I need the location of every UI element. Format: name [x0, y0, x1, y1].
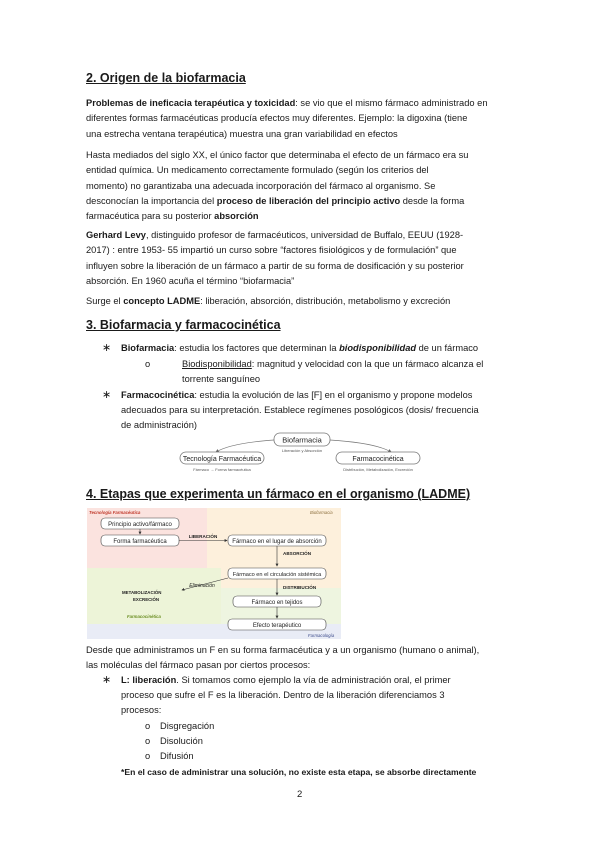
text-line: entidad química. Un medicamento correctamente formulado (según los criterios del [86, 165, 429, 176]
sub-bullet-biodisponibilidad [182, 357, 483, 372]
text: desde la forma [400, 195, 465, 206]
text: farmacéutica para su posterior [86, 211, 215, 222]
text: : estudia la evolución de las [F] en el organismo y propone modelos [194, 390, 473, 400]
sub-item-disgregacion: Disgregación [160, 721, 215, 731]
text-line: una estrecha ventana terapéutica) muestra una gran variabilidad en efectos [86, 128, 398, 139]
text-line: adecuados para su interpretación. Establece regímenes posológicos (dosis/ frecuencia [121, 405, 479, 415]
circle-bullet-icon: o [145, 721, 151, 731]
text-line: momento) no garantizaba una adecuada incorporación del fármaco al organismo. Se [86, 180, 436, 191]
text-line: Desde que administramos un F en su forma farmacéutica y a un organismo (humano o animal), [86, 645, 480, 655]
principio-activo-label: Principio activo/fármaco [108, 521, 172, 528]
liberacion-label: LIBERACIÓN [188, 534, 218, 539]
text-line: de administración) [121, 420, 197, 430]
text-line: procesos: [121, 705, 162, 715]
bold-term: Problemas de ineficacia terapéutica y toxicidad [86, 98, 296, 108]
bold-term: concepto LADME [123, 296, 201, 306]
bullet-liberacion [121, 673, 451, 688]
paragraph-procesos [86, 643, 526, 674]
paragraph-ladme [86, 294, 516, 309]
section-3-heading: 3. Biofarmacia y farmacocinética [86, 318, 281, 332]
text-line: proceso que sufre el F es la liberación. Dentro de la liberación diferenciamos 3 [121, 690, 445, 700]
paragraph-gerhard-levy [86, 228, 516, 289]
text: : liberación, absorción, distribución, metabolismo y excreción [200, 296, 451, 306]
bold-term: proceso de liberación del principio activo [216, 195, 401, 206]
right-connector [330, 440, 391, 452]
tecnologia-sub: Fármaco → Forma farmacéutica [193, 467, 251, 472]
absorcion-label: ABSORCIÓN [283, 551, 312, 556]
star-bullet-icon: ∗ [102, 389, 112, 401]
star-bullet-icon: ∗ [102, 342, 112, 354]
eliminacion-label: Eliminación [189, 583, 215, 589]
farmacocinetica-sub: Distribución, Metabolización, Excreción [343, 467, 413, 472]
farmacocinetica-label: Farmacocinética [352, 456, 404, 463]
text-line: las moléculas del fármaco pasan por ciertos procesos: [86, 660, 311, 671]
note-solucion: *En el caso de administrar una solución, no existe esta etapa, se absorbe directamente [121, 767, 477, 777]
tag-tecnologia: Tecnología Farmacéutica [89, 510, 141, 515]
text: : magnitud y velocidad con la que un fármaco alcanza el [251, 359, 484, 369]
section-2-heading: 2. Origen de la biofarmacia [86, 71, 246, 85]
text-line: diferentes formas farmacéuticas producía efectos muy diferentes. Ejemplo: la digoxina (tiene [86, 113, 468, 124]
italic-term: biodisponibilidad [339, 343, 417, 353]
tejidos-label: Fármaco en tejidos [251, 599, 303, 606]
tag-biofarmacia: Biofarmacia [310, 510, 333, 515]
text: : estudia los factores que determinan la [174, 343, 340, 353]
text-line: absorción. En 1960 acuña el término “biofarmacia” [86, 275, 295, 286]
text-line: Hasta mediados del siglo XX, el único factor que determinaba el efecto de un fármaco era su [86, 150, 469, 160]
metabolizacion-label: METABOLIZACIÓN [122, 590, 162, 595]
bullet-farmacocinetica [121, 388, 472, 403]
efecto-label: Efecto terapéutico [252, 622, 302, 629]
excrecion-label: EXCRECIÓN [133, 597, 160, 602]
circle-bullet-icon: o [145, 359, 151, 369]
ladme-diagram [87, 508, 341, 639]
tag-farmacocinetica: Farmacocinética [127, 614, 161, 619]
text: Surge el [86, 296, 124, 306]
bold-term: Biofarmacia [121, 343, 175, 353]
biofarmacia-diagram [176, 432, 456, 474]
bold-term: Farmacocinética [121, 390, 195, 400]
bullet-list-biofarmacia [0, 341, 599, 431]
text-line: torrente sanguíneo [182, 374, 261, 384]
left-connector [216, 440, 274, 452]
text: , distinguido profesor de farmacéuticos, universidad de Buffalo, EEUU (1928- [145, 230, 464, 240]
circle-bullet-icon: o [145, 736, 151, 746]
tag-farmacologia: Farmacología [308, 633, 335, 638]
circulacion-label: Fármaco en el circulación sistémica [232, 571, 322, 578]
biofarmacia-sub: Liberación y Absorción [281, 448, 323, 453]
tecnologia-label: Tecnología Farmacéutica [182, 456, 262, 463]
bold-term: L: liberación [121, 675, 177, 685]
paragraph-ineficacia [86, 96, 516, 142]
bold-term: Gerhard Levy [86, 230, 146, 240]
text-line: 2017) : entre 1953- 55 impartió un curso sobre “factores fisiológicos y de formulación” que [86, 245, 457, 256]
bullet-biofarmacia [121, 341, 478, 356]
text: de un fármaco [416, 343, 479, 353]
forma-farmaceutica-label: Forma farmacéutica [113, 538, 167, 545]
text: . Si tomamos como ejemplo la vía de administración oral, el primer [176, 675, 451, 685]
star-bullet-icon: ∗ [102, 674, 112, 686]
page-number: 2 [297, 789, 303, 800]
distribucion-label: DISTRIBUCIÓN [283, 585, 317, 590]
underlined-term: Biodisponibilidad [182, 359, 252, 369]
sub-item-difusion: Difusión [160, 751, 194, 761]
bullet-list-ladme [0, 673, 599, 783]
biofarmacia-label: Biofarmacia [282, 435, 322, 445]
sub-item-disolucion: Disolución [160, 736, 203, 746]
text-line: influyen sobre la liberación de un fármaco a partir de su forma de dosificación y su posterior [86, 260, 464, 271]
lugar-absorcion-label: Fármaco en el lugar de absorción [232, 538, 322, 545]
bold-term: absorción [214, 211, 259, 222]
text: : se vio que el mismo fármaco administrado en [295, 98, 488, 108]
paragraph-siglo-xx [86, 148, 516, 224]
text: desconocían la importancia del [86, 195, 217, 206]
section-4-heading: 4. Etapas que experimenta un fármaco en el organismo (LADME) [86, 487, 471, 501]
circle-bullet-icon: o [145, 751, 151, 761]
